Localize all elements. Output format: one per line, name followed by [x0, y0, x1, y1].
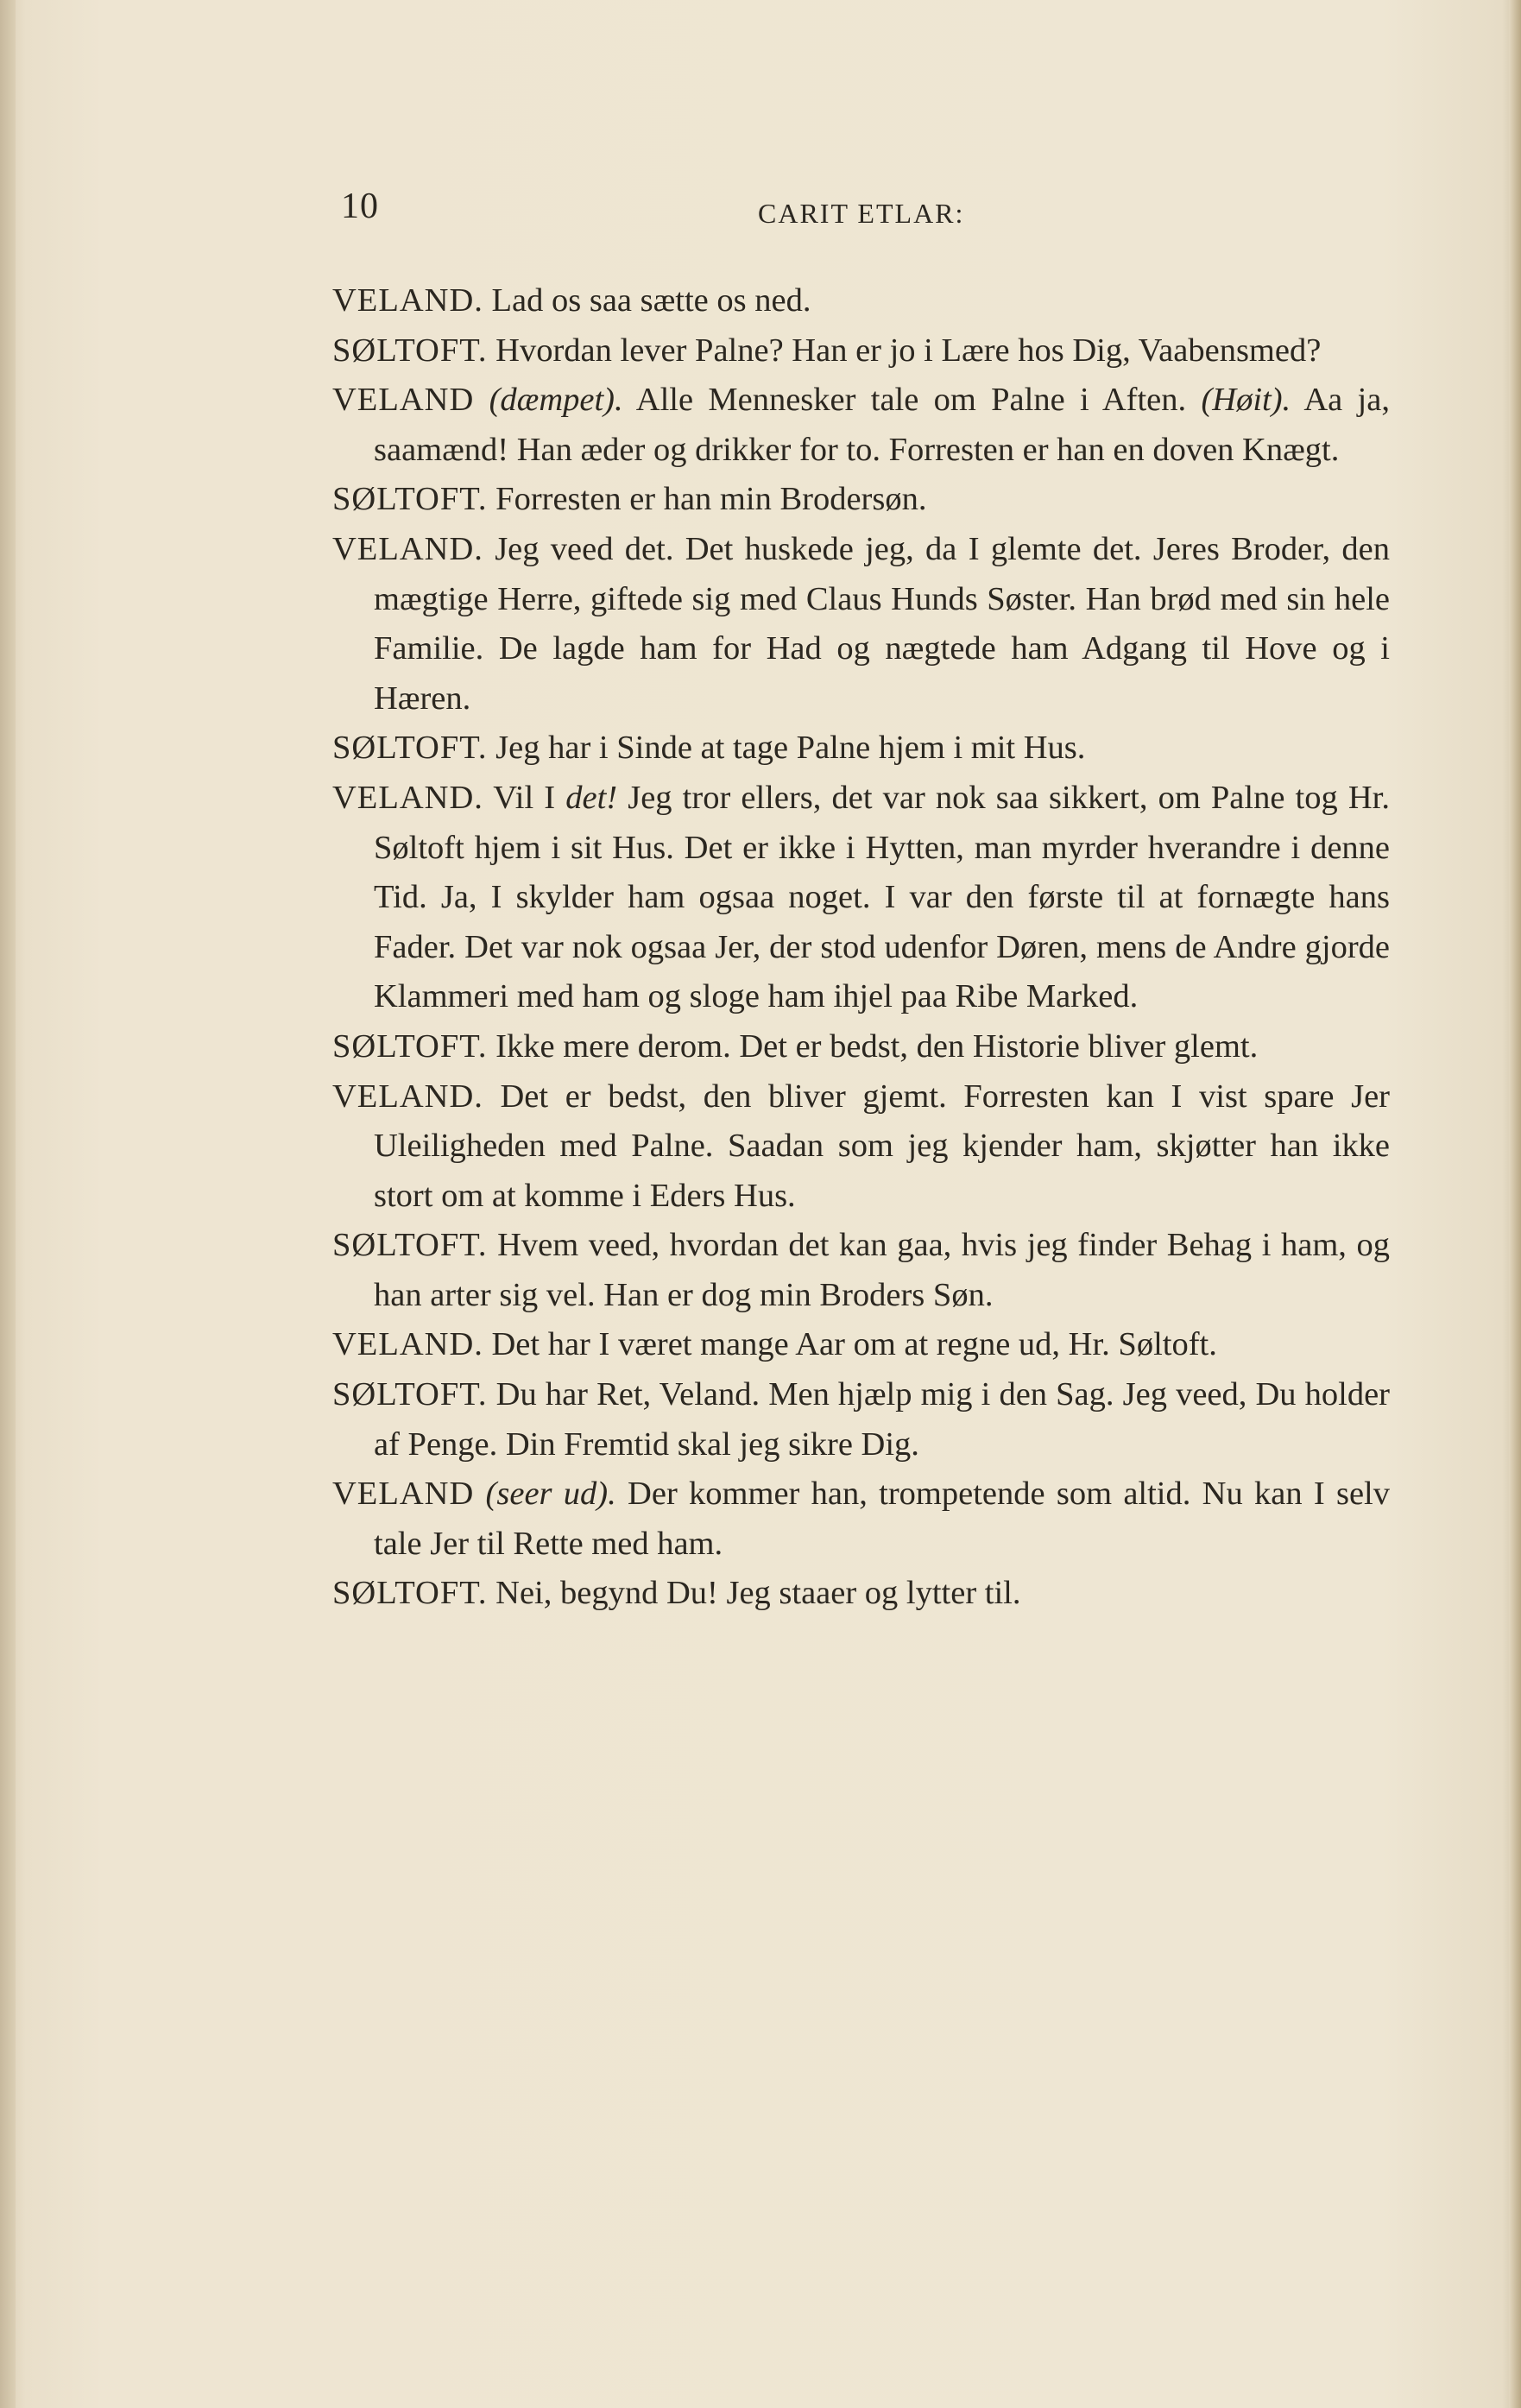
- speech: [332, 1320, 1390, 1370]
- stage-direction: (seer ud).: [485, 1476, 616, 1513]
- speech-text: Ikke mere derom. Det er bedst, den Historie bliver glemt.: [495, 1027, 1259, 1065]
- speaker: VELAND: [332, 1476, 475, 1513]
- speech-text: Det har I været mange Aar om at regne ud, Hr. Søltoft.: [491, 1326, 1217, 1363]
- speech: [332, 1072, 1390, 1222]
- speech-text: Der kommer han, trompetende som altid. Nu kan I selv tale Jer til Rette med ham.: [374, 1476, 1391, 1562]
- page-number: 10: [341, 186, 379, 226]
- speaker: VELAND.: [332, 779, 483, 816]
- speech: [332, 475, 1390, 525]
- stage-direction: (Høit).: [1201, 382, 1291, 419]
- speaker: SØLTOFT.: [332, 1227, 488, 1264]
- speech-text: Du har Ret, Veland. Men hjælp mig i den Sag. Jeg veed, Du holder af Penge. Din Fremtid skal jeg sikre Dig.: [374, 1376, 1391, 1463]
- speech: [332, 525, 1390, 724]
- speech: [332, 1022, 1390, 1072]
- speech: [332, 724, 1390, 774]
- speech-text: Hvordan lever Palne? Han er jo i Lære hos Dig, Vaabensmed?: [495, 332, 1322, 369]
- speaker: VELAND.: [332, 1078, 483, 1115]
- speech-text: Forresten er han min Brodersøn.: [495, 481, 927, 518]
- speech-text: Alle Mennesker tale om Palne i Aften.: [635, 382, 1187, 419]
- running-head: [341, 186, 1472, 237]
- stage-direction: (dæmpet).: [489, 382, 623, 419]
- speech-text: Jeg veed det. Det huskede jeg, da I glemte det. Jeres Broder, den mægtige Herre, giftede sig med Claus Hunds Søster. Han brød med sin hele Familie. De lagde ham for Had og nægtede ham Adgang til Hove og i Hæren.: [374, 530, 1390, 717]
- speaker: SØLTOFT.: [332, 1575, 488, 1612]
- speech-text: Lad os saa sætte os ned.: [491, 282, 811, 319]
- gutter-shadow: [0, 0, 16, 2408]
- speech: [332, 1370, 1390, 1469]
- page-edge: [1509, 0, 1521, 2408]
- speech: [332, 1569, 1390, 1619]
- running-title: CARIT ETLAR:: [758, 198, 965, 229]
- speaker: SØLTOFT.: [332, 481, 488, 518]
- speech-text: Vil I: [493, 779, 556, 816]
- dialogue-text: [332, 276, 1390, 1619]
- speaker: SØLTOFT.: [332, 332, 488, 369]
- speaker: SØLTOFT.: [332, 730, 488, 767]
- speaker: SØLTOFT.: [332, 1376, 488, 1413]
- speech: [332, 326, 1390, 376]
- speech: [332, 1469, 1390, 1569]
- speech-text: Hvem veed, hvordan det kan gaa, hvis jeg finder Behag i ham, og han arter sig vel. Han er dog min Broders Søn.: [374, 1227, 1391, 1313]
- speech-text: Det er bedst, den bliver gjemt. Forresten kan I vist spare Jer Uleiligheden med Palne. Saadan som jeg kjender ham, skjøtter han ikke stort om at komme i Eders Hus.: [374, 1078, 1390, 1214]
- speech: [332, 1221, 1390, 1320]
- speaker: SØLTOFT.: [332, 1027, 488, 1065]
- speech-text: Jeg tror ellers, det var nok saa sikkert, om Palne tog Hr. Søltoft hjem i sit Hus. Det er ikke i Hytten, man myrder hverandre i denne Tid. Ja, I skylder ham ogsaa noget. I var den første til at fornægte hans Fader. Det var nok ogsaa Jer, der stod udenfor Døren, mens de Andre gjorde Klammeri med ham og sloge ham ihjel paa Ribe Marked.: [374, 779, 1390, 1015]
- speech-text: Aa ja, saamænd! Han æder og drikker for to. Forresten er han en doven Knægt.: [374, 382, 1390, 468]
- emphasis: det!: [565, 779, 618, 816]
- speech: [332, 276, 1390, 326]
- speaker: VELAND: [332, 382, 475, 419]
- speaker: VELAND.: [332, 282, 483, 319]
- speech: [332, 376, 1390, 475]
- speech-text: Jeg har i Sinde at tage Palne hjem i mit Hus.: [495, 730, 1086, 767]
- speaker: VELAND.: [332, 1326, 483, 1363]
- speech: [332, 774, 1390, 1022]
- speech-text: Nei, begynd Du! Jeg staaer og lytter til.: [495, 1575, 1021, 1612]
- speaker: VELAND.: [332, 530, 483, 567]
